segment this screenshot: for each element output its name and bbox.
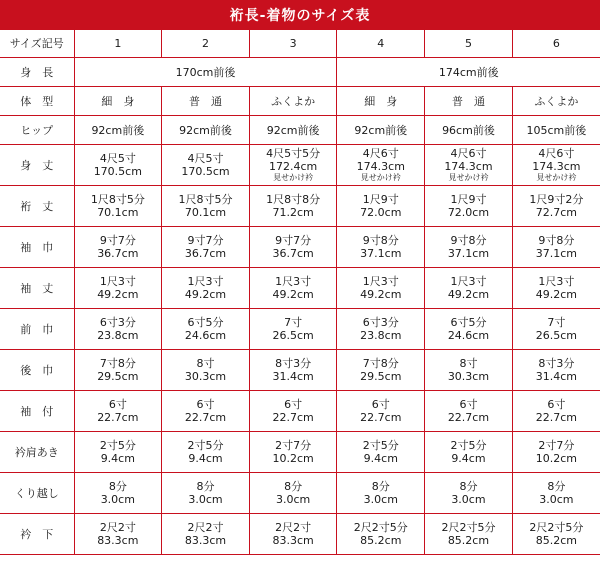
shaku-value: 8分 bbox=[196, 480, 215, 493]
collar-note: 見せかけ衿 bbox=[536, 173, 577, 182]
table-cell bbox=[74, 186, 162, 227]
shaku-value: 1尺9寸 bbox=[450, 193, 487, 206]
table-cell bbox=[512, 309, 600, 350]
cm-value: 22.7cm bbox=[360, 411, 402, 424]
shaku-value: 2尺2寸5分 bbox=[353, 521, 408, 534]
table-cell: 普 通 bbox=[162, 87, 250, 116]
table-cell bbox=[337, 145, 425, 186]
cm-value: 10.2cm bbox=[272, 452, 314, 465]
table-cell bbox=[74, 514, 162, 555]
table-row bbox=[0, 391, 600, 432]
shaku-value: 2尺2寸 bbox=[187, 521, 224, 534]
table-row bbox=[0, 116, 600, 145]
cm-value: 49.2cm bbox=[184, 288, 227, 301]
cm-value: 72.0cm bbox=[360, 206, 402, 219]
cm-value: 9.4cm bbox=[188, 452, 223, 465]
table-cell: 174cm前後 bbox=[337, 58, 600, 87]
shaku-value: 9寸7分 bbox=[99, 234, 136, 247]
table-cell bbox=[337, 186, 425, 227]
row-label: ヒップ bbox=[0, 116, 74, 145]
table-cell bbox=[512, 473, 600, 514]
table-cell bbox=[162, 309, 250, 350]
shaku-value: 2寸5分 bbox=[362, 439, 399, 452]
table-cell: 普 通 bbox=[425, 87, 513, 116]
table-cell bbox=[162, 186, 250, 227]
row-label: 裄 丈 bbox=[0, 186, 74, 227]
row-label: 身 丈 bbox=[0, 145, 74, 186]
table-cell bbox=[74, 309, 162, 350]
shaku-value: 8寸 bbox=[196, 357, 215, 370]
cm-value: 83.3cm bbox=[272, 534, 314, 547]
size-header-6: 6 bbox=[512, 30, 600, 58]
table-cell: 細 身 bbox=[337, 87, 425, 116]
table-cell bbox=[337, 514, 425, 555]
shaku-value: 8分 bbox=[371, 480, 390, 493]
shaku-value: 1尺8寸5分 bbox=[178, 193, 233, 206]
row-label: くり越し bbox=[0, 473, 74, 514]
cm-value: 71.2cm bbox=[272, 206, 314, 219]
table-cell bbox=[249, 432, 337, 473]
table-cell bbox=[249, 186, 337, 227]
cm-value: 31.4cm bbox=[535, 370, 578, 383]
cm-value: 49.2cm bbox=[360, 288, 402, 301]
table-cell bbox=[162, 391, 250, 432]
table-row bbox=[0, 432, 600, 473]
cm-value: 83.3cm bbox=[97, 534, 139, 547]
size-header-1: 1 bbox=[74, 30, 162, 58]
table-cell bbox=[512, 145, 600, 186]
shaku-value: 6寸5分 bbox=[187, 316, 224, 329]
row-label: 体 型 bbox=[0, 87, 74, 116]
table-cell bbox=[74, 350, 162, 391]
table-cell bbox=[425, 227, 513, 268]
table-row bbox=[0, 87, 600, 116]
table-cell bbox=[249, 391, 337, 432]
table-cell bbox=[249, 268, 337, 309]
shaku-value: 6寸 bbox=[196, 398, 215, 411]
cm-value: 174.3cm bbox=[444, 160, 493, 173]
table-cell bbox=[74, 473, 162, 514]
cm-value: 3.0cm bbox=[363, 493, 398, 506]
cm-value: 170.5cm bbox=[93, 165, 142, 178]
table-cell: 92cm前後 bbox=[337, 116, 425, 145]
table-cell bbox=[512, 432, 600, 473]
table-row bbox=[0, 227, 600, 268]
shaku-value: 1尺8寸5分 bbox=[90, 193, 145, 206]
row-label: 身 長 bbox=[0, 58, 74, 87]
cm-value: 30.3cm bbox=[447, 370, 490, 383]
size-header-4: 4 bbox=[337, 30, 425, 58]
cm-value: 85.2cm bbox=[360, 534, 402, 547]
table-cell bbox=[425, 268, 513, 309]
table-cell: 170cm前後 bbox=[74, 58, 337, 87]
shaku-value: 1尺3寸 bbox=[450, 275, 487, 288]
shaku-value: 8分 bbox=[459, 480, 478, 493]
shaku-value: 7寸 bbox=[547, 316, 566, 329]
shaku-value: 8寸 bbox=[459, 357, 478, 370]
table-cell bbox=[425, 186, 513, 227]
shaku-value: 2寸7分 bbox=[538, 439, 575, 452]
table-row bbox=[0, 58, 600, 87]
table-row bbox=[0, 186, 600, 227]
shaku-value: 7寸8分 bbox=[362, 357, 399, 370]
table-row bbox=[0, 309, 600, 350]
cm-value: 72.7cm bbox=[535, 206, 578, 219]
shaku-value: 4尺5寸 bbox=[99, 152, 136, 165]
table-cell bbox=[74, 268, 162, 309]
shaku-value: 9寸7分 bbox=[275, 234, 312, 247]
cm-value: 3.0cm bbox=[100, 493, 135, 506]
table-cell: 細 身 bbox=[74, 87, 162, 116]
table-cell bbox=[74, 432, 162, 473]
cm-value: 24.6cm bbox=[184, 329, 227, 342]
table-cell bbox=[337, 391, 425, 432]
table-cell bbox=[425, 514, 513, 555]
cm-value: 26.5cm bbox=[272, 329, 314, 342]
cm-value: 22.7cm bbox=[97, 411, 139, 424]
cm-value: 31.4cm bbox=[272, 370, 314, 383]
cm-value: 49.2cm bbox=[272, 288, 314, 301]
shaku-value: 6寸3分 bbox=[99, 316, 136, 329]
cm-value: 3.0cm bbox=[539, 493, 574, 506]
table-cell: ふくよか bbox=[512, 87, 600, 116]
shaku-value: 2寸5分 bbox=[450, 439, 487, 452]
row-label: 袖 巾 bbox=[0, 227, 74, 268]
row-label: 後 巾 bbox=[0, 350, 74, 391]
table-cell bbox=[337, 268, 425, 309]
header-row bbox=[0, 30, 600, 58]
table-cell bbox=[337, 227, 425, 268]
shaku-value: 9寸7分 bbox=[187, 234, 224, 247]
table-cell bbox=[425, 309, 513, 350]
shaku-value: 6寸 bbox=[459, 398, 478, 411]
shaku-value: 4尺6寸 bbox=[538, 147, 575, 160]
shaku-value: 1尺3寸 bbox=[275, 275, 312, 288]
shaku-value: 6寸 bbox=[547, 398, 566, 411]
cm-value: 70.1cm bbox=[97, 206, 139, 219]
table-cell bbox=[337, 473, 425, 514]
cm-value: 72.0cm bbox=[447, 206, 490, 219]
shaku-value: 9寸8分 bbox=[450, 234, 487, 247]
table-cell bbox=[425, 391, 513, 432]
cm-value: 36.7cm bbox=[184, 247, 227, 260]
table-cell: 105cm前後 bbox=[512, 116, 600, 145]
table-cell bbox=[512, 350, 600, 391]
cm-value: 49.2cm bbox=[97, 288, 139, 301]
table-cell bbox=[249, 309, 337, 350]
cm-value: 36.7cm bbox=[97, 247, 139, 260]
table-cell bbox=[337, 432, 425, 473]
table-cell: 92cm前後 bbox=[249, 116, 337, 145]
shaku-value: 8寸3分 bbox=[275, 357, 312, 370]
cm-value: 22.7cm bbox=[447, 411, 490, 424]
shaku-value: 6寸 bbox=[284, 398, 303, 411]
table-cell bbox=[162, 227, 250, 268]
cm-value: 22.7cm bbox=[184, 411, 227, 424]
table-row bbox=[0, 473, 600, 514]
cm-value: 85.2cm bbox=[447, 534, 490, 547]
cm-value: 22.7cm bbox=[535, 411, 578, 424]
shaku-value: 8分 bbox=[284, 480, 303, 493]
table-cell bbox=[249, 350, 337, 391]
table-cell bbox=[74, 391, 162, 432]
shaku-value: 2尺2寸5分 bbox=[529, 521, 584, 534]
table-cell bbox=[512, 514, 600, 555]
shaku-value: 4尺6寸 bbox=[450, 147, 487, 160]
table-cell bbox=[162, 473, 250, 514]
size-header-3: 3 bbox=[249, 30, 337, 58]
shaku-value: 4尺5寸5分 bbox=[266, 147, 321, 160]
cm-value: 22.7cm bbox=[272, 411, 314, 424]
table-row bbox=[0, 268, 600, 309]
cm-value: 36.7cm bbox=[272, 247, 314, 260]
table-row bbox=[0, 145, 600, 186]
size-header-5: 5 bbox=[425, 30, 513, 58]
shaku-value: 1尺3寸 bbox=[362, 275, 399, 288]
shaku-value: 8寸3分 bbox=[538, 357, 575, 370]
shaku-value: 2尺2寸 bbox=[275, 521, 312, 534]
table-cell bbox=[512, 391, 600, 432]
shaku-value: 9寸8分 bbox=[362, 234, 399, 247]
table-cell bbox=[337, 350, 425, 391]
cm-value: 10.2cm bbox=[535, 452, 578, 465]
cm-value: 85.2cm bbox=[535, 534, 578, 547]
cm-value: 37.1cm bbox=[535, 247, 578, 260]
table-cell: 92cm前後 bbox=[162, 116, 250, 145]
cm-value: 23.8cm bbox=[97, 329, 139, 342]
cm-value: 3.0cm bbox=[451, 493, 486, 506]
size-code-label: サイズ記号 bbox=[0, 30, 74, 58]
cm-value: 29.5cm bbox=[360, 370, 402, 383]
shaku-value: 2尺2寸5分 bbox=[441, 521, 496, 534]
row-label: 前 巾 bbox=[0, 309, 74, 350]
size-table bbox=[0, 30, 600, 555]
cm-value: 170.5cm bbox=[181, 165, 230, 178]
cm-value: 30.3cm bbox=[184, 370, 227, 383]
shaku-value: 2寸5分 bbox=[99, 439, 136, 452]
table-cell bbox=[162, 268, 250, 309]
shaku-value: 1尺3寸 bbox=[99, 275, 136, 288]
table-cell bbox=[249, 145, 337, 186]
table-cell bbox=[74, 227, 162, 268]
shaku-value: 6寸3分 bbox=[362, 316, 399, 329]
cm-value: 37.1cm bbox=[447, 247, 490, 260]
collar-note: 見せかけ衿 bbox=[360, 173, 401, 182]
shaku-value: 2尺2寸 bbox=[99, 521, 136, 534]
table-cell bbox=[249, 473, 337, 514]
shaku-value: 8分 bbox=[547, 480, 566, 493]
table-cell: 92cm前後 bbox=[74, 116, 162, 145]
shaku-value: 4尺5寸 bbox=[187, 152, 224, 165]
cm-value: 3.0cm bbox=[188, 493, 223, 506]
table-cell bbox=[425, 473, 513, 514]
shaku-value: 1尺3寸 bbox=[538, 275, 575, 288]
cm-value: 24.6cm bbox=[447, 329, 490, 342]
shaku-value: 8分 bbox=[108, 480, 127, 493]
cm-value: 9.4cm bbox=[363, 452, 398, 465]
table-cell bbox=[512, 186, 600, 227]
shaku-value: 1尺8寸8分 bbox=[266, 193, 321, 206]
table-cell bbox=[512, 268, 600, 309]
cm-value: 174.3cm bbox=[532, 160, 581, 173]
cm-value: 49.2cm bbox=[535, 288, 578, 301]
table-cell bbox=[249, 227, 337, 268]
table-cell bbox=[249, 514, 337, 555]
cm-value: 9.4cm bbox=[451, 452, 486, 465]
size-header-2: 2 bbox=[162, 30, 250, 58]
cm-value: 29.5cm bbox=[97, 370, 139, 383]
shaku-value: 7寸8分 bbox=[99, 357, 136, 370]
shaku-value: 4尺6寸 bbox=[362, 147, 399, 160]
row-label: 袖 丈 bbox=[0, 268, 74, 309]
cm-value: 37.1cm bbox=[360, 247, 402, 260]
collar-note: 見せかけ衿 bbox=[448, 173, 489, 182]
table-cell: ふくよか bbox=[249, 87, 337, 116]
shaku-value: 1尺9寸2分 bbox=[529, 193, 584, 206]
cm-value: 26.5cm bbox=[535, 329, 578, 342]
cm-value: 9.4cm bbox=[100, 452, 135, 465]
table-cell: 96cm前後 bbox=[425, 116, 513, 145]
cm-value: 174.3cm bbox=[356, 160, 405, 173]
row-label: 袖 付 bbox=[0, 391, 74, 432]
table-cell bbox=[425, 145, 513, 186]
cm-value: 70.1cm bbox=[184, 206, 227, 219]
row-label: 衿 下 bbox=[0, 514, 74, 555]
table-cell bbox=[425, 432, 513, 473]
shaku-value: 7寸 bbox=[284, 316, 303, 329]
title-bar bbox=[0, 0, 600, 30]
table-cell bbox=[162, 514, 250, 555]
cm-value: 3.0cm bbox=[276, 493, 311, 506]
cm-value: 23.8cm bbox=[360, 329, 402, 342]
table-cell bbox=[337, 309, 425, 350]
table-cell bbox=[162, 432, 250, 473]
shaku-value: 6寸 bbox=[108, 398, 127, 411]
shaku-value: 1尺3寸 bbox=[187, 275, 224, 288]
table-cell bbox=[74, 145, 162, 186]
table-cell bbox=[425, 350, 513, 391]
table-row bbox=[0, 514, 600, 555]
cm-value: 49.2cm bbox=[447, 288, 490, 301]
shaku-value: 1尺9寸 bbox=[362, 193, 399, 206]
page-title: 裄長-着物のサイズ表 bbox=[229, 8, 371, 24]
collar-note: 見せかけ衿 bbox=[273, 173, 314, 182]
shaku-value: 6寸5分 bbox=[450, 316, 487, 329]
shaku-value: 9寸8分 bbox=[538, 234, 575, 247]
table-row bbox=[0, 350, 600, 391]
row-label: 衿肩あき bbox=[0, 432, 74, 473]
table-cell bbox=[162, 145, 250, 186]
shaku-value: 6寸 bbox=[371, 398, 390, 411]
cm-value: 83.3cm bbox=[184, 534, 227, 547]
table-cell bbox=[512, 227, 600, 268]
shaku-value: 2寸5分 bbox=[187, 439, 224, 452]
shaku-value: 2寸7分 bbox=[275, 439, 312, 452]
cm-value: 172.4cm bbox=[269, 160, 318, 173]
table-cell bbox=[162, 350, 250, 391]
